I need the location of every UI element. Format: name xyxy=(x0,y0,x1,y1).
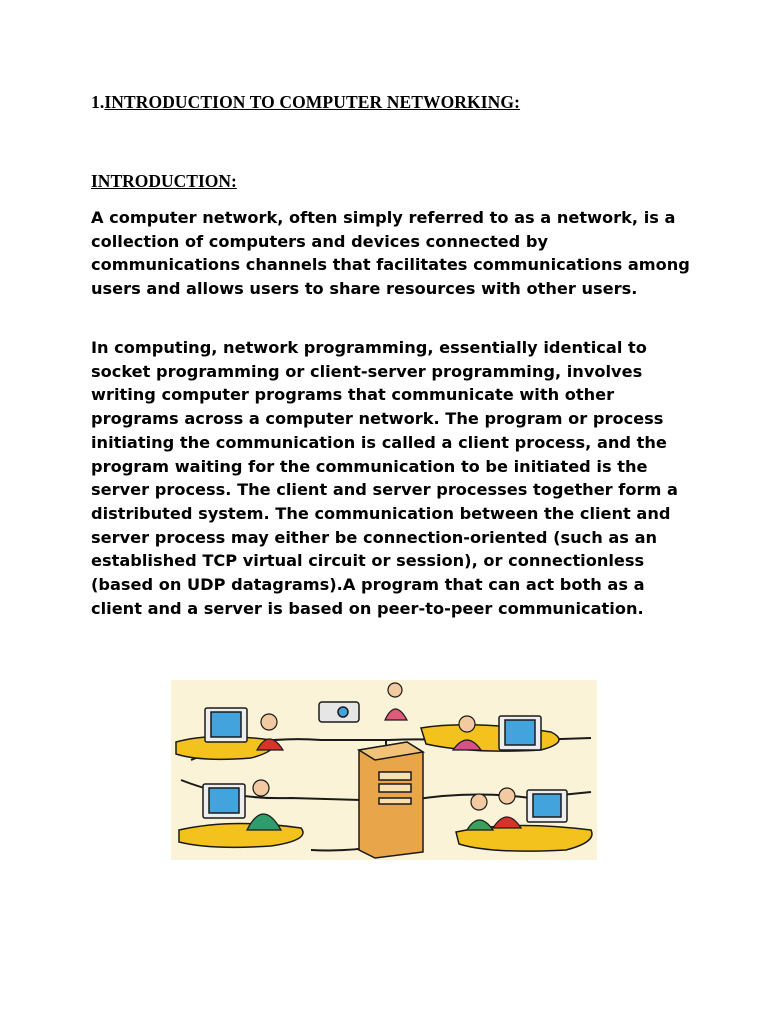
paragraph-network-programming: In computing, network programming, essentially identical to socket programming or client-server programming, involves writing computer programs that communicate with other programs across a computer network. The program or process initiating the communication is called a client process, and the program waiting for the communication to be initiated is the server process. The client and server processes together form a distributed system. The communication between the client and server process may either be connection-oriented (such as an established TCP virtual circuit or session), or connectionless (based on UDP datagrams).A program that can act both as a client and a server is based on peer-to-peer communication. xyxy=(91,338,678,618)
client-server-network-illustration xyxy=(171,680,597,860)
title-number: 1. xyxy=(91,92,105,112)
document-title xyxy=(91,92,520,113)
paragraph-network-definition: A computer network, often simply referred to as a network, is a collection of computers and devices connected by communications channels that facilitates communications among users and allows users to share resources with other users. xyxy=(91,208,690,299)
section-heading: INTRODUCTION: xyxy=(91,171,237,191)
title-text: INTRODUCTION TO COMPUTER NETWORKING: xyxy=(104,92,521,112)
